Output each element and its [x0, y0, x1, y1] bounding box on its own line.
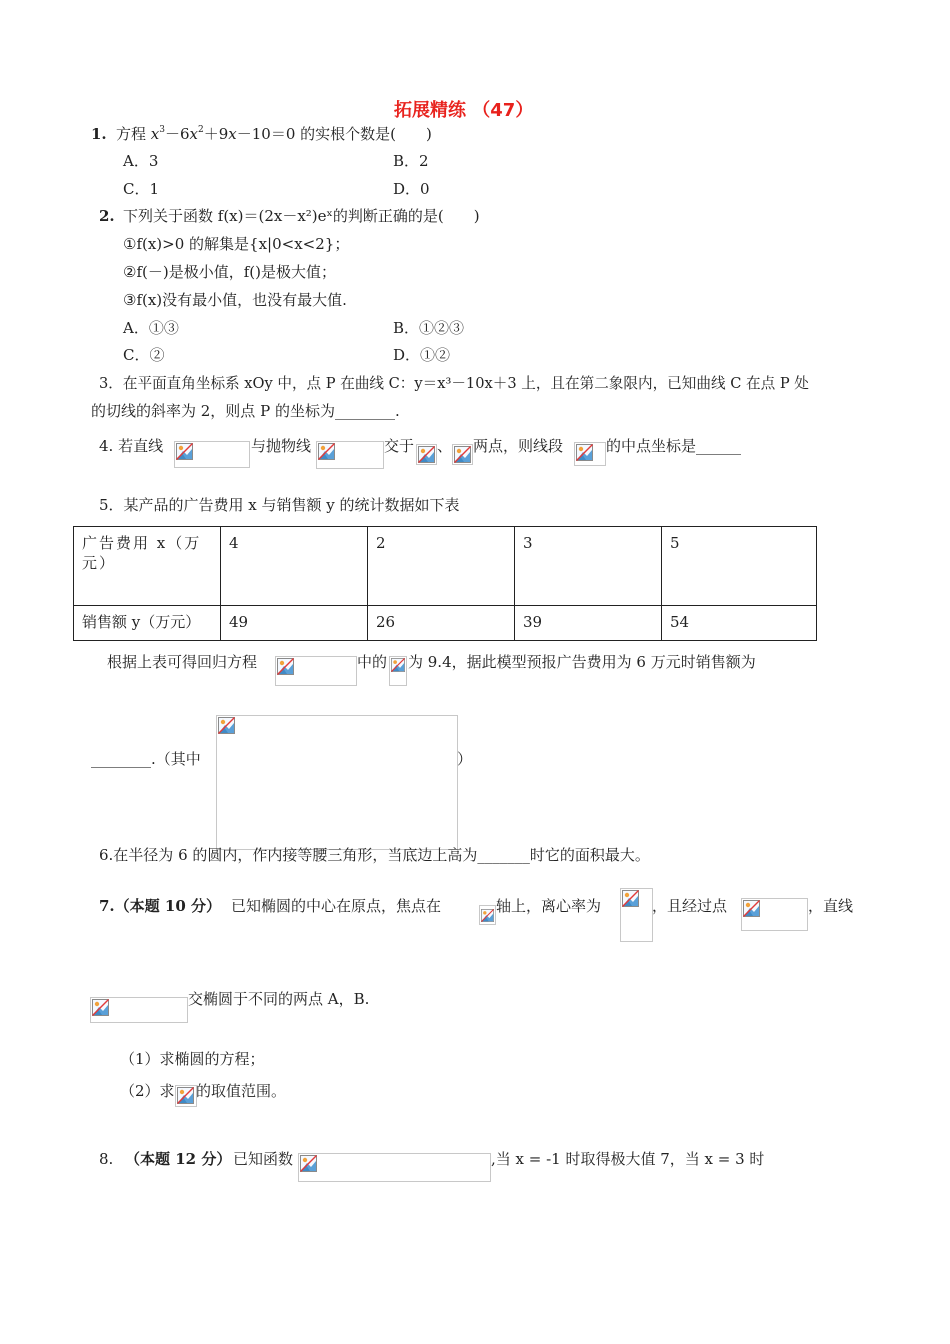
q1-stem-g: ＋9 [203, 125, 229, 143]
q7-sub-2a: （2）求 [120, 1082, 175, 1100]
table-cell: 广告费用 x（万元） [74, 527, 221, 606]
q1-option-d: D．0 [393, 180, 430, 198]
q2-option-a: A．①③ [123, 319, 179, 337]
q4-text-3: 交于 [384, 437, 415, 455]
q2-option-d: D．①② [393, 346, 451, 364]
q1-stem [116, 124, 432, 144]
q7-axis-image [479, 905, 496, 925]
broken-image-icon [481, 909, 494, 922]
q5-formula-image [216, 715, 458, 850]
q4-point-b-image [452, 444, 473, 465]
q5-data-table [73, 526, 817, 641]
q4-text-1: 4. 若直线 [99, 437, 164, 455]
q2-item-3: ③f(x)没有最小值，也没有最大值. [123, 291, 347, 309]
q5-after-a: 根据上表可得回归方程 [107, 653, 258, 671]
q2-number: 2. [99, 207, 115, 225]
broken-image-icon [454, 446, 471, 463]
q4-formula-parabola-image [316, 441, 384, 469]
q2-stem: 下列关于函数 f(x)＝(2x－x²)eˣ的判断正确的是( ) [123, 207, 480, 225]
table-row [74, 527, 817, 606]
table-cell: 49 [221, 606, 368, 641]
q4-formula-line-image [174, 441, 250, 468]
table-cell: 39 [515, 606, 662, 641]
q1-number: 1. [91, 125, 107, 143]
table-cell: 销售额 y（万元） [74, 606, 221, 641]
q2-option-b: B．①②③ [393, 319, 465, 337]
q2-item-1: ①f(x)>0 的解集是{x|0<x<2}； [123, 235, 350, 253]
q7-text-4: ，直线 [808, 897, 854, 915]
q1-option-b: B．2 [393, 152, 429, 170]
broken-image-icon [176, 443, 193, 460]
q5-after-b: 中的 [357, 653, 388, 671]
broken-image-icon [92, 999, 109, 1016]
q7-text-2: 轴上，离心率为 [496, 897, 602, 915]
q5-intro: 5．某产品的广告费用 x 与销售额 y 的统计数据如下表 [99, 496, 460, 514]
q7-text-1: 已知椭圆的中心在原点，焦点在 [231, 897, 442, 915]
q1-option-a: A．3 [123, 152, 159, 170]
broken-image-icon [177, 1087, 194, 1104]
q7-line-image [90, 997, 188, 1023]
q1-var-x1: x [150, 125, 160, 143]
table-cell: 54 [662, 606, 817, 641]
q4-point-a-image [416, 444, 437, 465]
table-cell: 2 [368, 527, 515, 606]
broken-image-icon [743, 900, 760, 917]
q4-segment-image [574, 442, 606, 466]
q5-blank-line: ________.（其中 [91, 750, 201, 768]
table-row [74, 606, 817, 641]
broken-image-icon [576, 444, 593, 461]
broken-image-icon [218, 717, 235, 734]
q2-item-2: ②f(－)是极小值，f()是极大值； [123, 263, 336, 281]
q4-text-5: 两点，则线段 [473, 437, 564, 455]
q1-exp3: 3 [159, 125, 165, 135]
broken-image-icon [277, 658, 294, 675]
broken-image-icon [418, 446, 435, 463]
q7-label: 7.（本题 10 分） [99, 897, 221, 915]
q6-text: 6.在半径为 6 的圆内，作内接等腰三角形，当底边上高为_______时它的面积最大。 [99, 846, 650, 864]
q7-expression-image [175, 1085, 197, 1107]
q7-point-image [741, 898, 808, 931]
q2-option-c: C．② [123, 346, 165, 364]
table-cell: 4 [221, 527, 368, 606]
q8-function-image [298, 1153, 491, 1182]
q1-exp2: 2 [198, 125, 204, 135]
broken-image-icon [622, 890, 639, 907]
q4-text-2: 与抛物线 [251, 437, 312, 455]
q4-text-4: 、 [437, 437, 453, 455]
table-cell: 26 [368, 606, 515, 641]
broken-image-icon [318, 443, 335, 460]
q7-text-3: ，且经过点 [652, 897, 728, 915]
q1-var-x2: x [189, 125, 198, 143]
q3-line-2: 的切线的斜率为 2，则点 P 的坐标为________. [91, 402, 400, 420]
q7-sub-2b: 的取值范围。 [196, 1082, 287, 1100]
broken-image-icon [391, 658, 405, 672]
table-cell: 3 [515, 527, 662, 606]
q8-number: 8. [99, 1150, 114, 1168]
q1-stem-i: －10＝0 的实根个数是( ) [236, 125, 432, 143]
page-title: 拓展精练 （47） [394, 100, 534, 121]
q1-option-c: C．1 [123, 180, 160, 198]
q5-after-c: 为 9.4，据此模型预报广告费用为 6 万元时销售额为 [408, 653, 756, 671]
q5-coefficient-image [389, 656, 407, 686]
q1-stem-d: －6 [164, 125, 190, 143]
q1-stem-a: 方程 [116, 125, 151, 143]
q5-regression-equation-image [275, 656, 357, 686]
q7-text-5: 交椭圆于不同的两点 A，B. [188, 990, 370, 1008]
q3-line-1: 3．在平面直角坐标系 xOy 中，点 P 在曲线 C：y＝x³－10x＋3 上，且在第二象限内，已知曲线 C 在点 P 处 [99, 375, 809, 392]
q8-label: （本题 12 分） [125, 1150, 232, 1168]
q5-close-paren: ） [457, 750, 473, 768]
q8-text-1: 已知函数 [233, 1150, 294, 1168]
q8-text-2: ,当 x = -1 时取得极大值 7，当 x = 3 时 [491, 1150, 765, 1168]
q1-var-x3: x [228, 125, 237, 143]
table-cell: 5 [662, 527, 817, 606]
q7-eccentricity-image [620, 888, 653, 942]
q7-sub-1: （1）求椭圆的方程； [120, 1050, 265, 1068]
q4-text-6: 的中点坐标是______ [606, 437, 742, 455]
broken-image-icon [300, 1155, 317, 1172]
